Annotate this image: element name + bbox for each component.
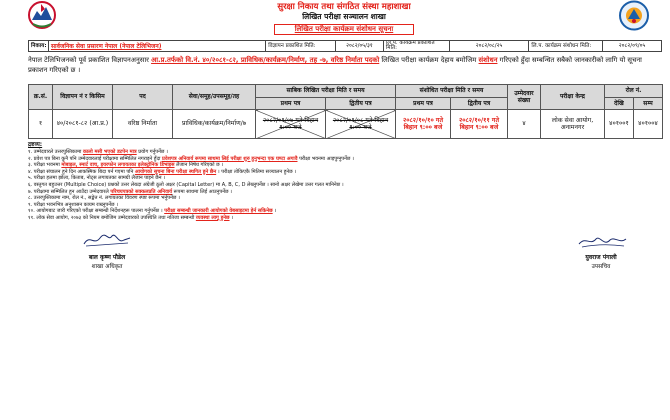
note-item: [28, 182, 662, 189]
cell-sn: १: [29, 110, 53, 139]
cell-new-paper1: २०८२/१०/१० गते बिहान ९:०० बजे: [396, 110, 451, 139]
schedule-revised-date: २०८२/०९/०५: [618, 42, 646, 49]
note-text: ४. परीक्षा संचालन हुने दिन आकस्मिक बिदा पर्न गएमा पनि: [28, 168, 135, 175]
col-header-sn: क्र.सं.: [29, 85, 53, 110]
note-item: [28, 162, 662, 169]
note-highlight-text: व्यवस्था लागू हुनेछ: [195, 214, 230, 221]
org-name: सार्वजनिक सेवा प्रसारण नेपाल (नेपाल टेलिभिजन): [49, 41, 266, 51]
note-text: ८. उत्तरपुस्तिकामा नाम, रोल नं., सङ्केत नं. लगायतका विवरण स्पष्ट रूपमा भर्नुपर्नेछ ।: [28, 195, 180, 202]
division-title: सुरक्षा निकाय तथा संगठित संस्था महाशाखा: [277, 2, 411, 12]
note-text: ६. वस्तुगत बहुउत्तर (Multiple Choice) प्रश्नको उत्तर लेख्दा अंग्रेजी ठूलो अक्षर (Capital Letter) मा A, B, C, D लेख्नुपर्नेछ । सानो अक्षर लेखेमा उत्तर गलत मानिनेछ ।: [28, 181, 344, 188]
intro-highlight: आ.प्र.तर्फको वि.नं. ४०/२०८१-८२, प्राविधिक/कार्यक्रम/निर्माण, तह -७, वरिष्ठ निर्माता पदको: [151, 56, 380, 64]
col-header-advertisement: विज्ञापन नं र किसिम: [53, 85, 113, 110]
note-text: ।: [272, 208, 277, 215]
signatory-name: युवराज पंगाली: [585, 254, 617, 261]
notes-list: [28, 149, 662, 222]
col-header-roll-from: देखि: [605, 98, 634, 110]
signatory-title: शाखा अधिकृत: [91, 264, 123, 270]
note-text: ९. परीक्षा भवनभित्र अनुशासन कायम राख्नुपर्नेछ ।: [28, 201, 118, 208]
note-text: परीक्षा भवनमा आइपुग्नुपर्नेछ ।: [297, 155, 354, 162]
col-header-old-schedule: साबिक लिखित परीक्षा मिति र समय: [256, 85, 396, 98]
col-header-candidates: उम्मेदवार संख्या: [508, 85, 541, 110]
cell-new-paper2: २०८२/१०/११ गते बिहान ९:०० बजे: [451, 110, 508, 139]
col-header-roll-to: सम्म: [634, 98, 663, 110]
note-text: ७. परीक्षामा सम्मिलित हुन आउँदा उम्मेदवारले: [28, 188, 111, 195]
note-highlight-text: परीक्षा सम्बन्धी जानकारी आयोगको वेबसाइटमा हेर्न सकिनेछ: [164, 208, 273, 215]
col-header-roll: रोल नं.: [605, 85, 663, 98]
signature-left-icon: [82, 232, 132, 248]
note-text: १०. आयोगबाट जारी गरिएको परीक्षा सम्बन्धी निर्देशनहरू पालना गर्नुपर्नेछ ।: [28, 208, 165, 215]
schedule-published-date: २०८२/०८/२५: [450, 41, 530, 51]
schedule-table: [28, 84, 663, 139]
note-highlight-text: प्रवेशपत्र अनिवार्य रूपमा साथमा लिई परीक्षा शुरु हुनुभन्दा एक घण्टा अगावै: [162, 155, 298, 162]
note-item: [28, 149, 662, 156]
intro-text: लिखित परीक्षा कार्यक्रम देहाय बमोजिम: [379, 56, 479, 64]
col-header-post: पद: [113, 85, 173, 110]
intro-text: गरिएको हुँदा सम्बन्धित सबैको जानकारीको लागि यो सूचना प्रकाशन गरिएको छ ।: [28, 56, 642, 74]
notice-title: लिखित परीक्षा कार्यक्रम संशोधन सूचना: [274, 24, 414, 35]
commission-logo-icon: [614, 0, 654, 31]
note-highlight-text: परिचयपत्रको सक्कलप्रति अनिवार्य: [110, 188, 173, 195]
adv-date: २०८२/०५/३१: [336, 41, 384, 51]
note-text: रूपमा साथमा लिई आउनुपर्नेछ ।: [172, 188, 232, 195]
note-text: ।: [229, 214, 234, 221]
notes-title: द्रष्टव्य:: [28, 142, 43, 148]
intro-paragraph: [28, 55, 662, 75]
schedule-revised-label: लि.प. कार्यक्रम संशोधन मिति:: [529, 41, 603, 51]
note-text: ११. लोक सेवा आयोग, २०७३ को नियम बमोजिम उम्मेदवारको उपस्थिति तथा नतिजा सम्बन्धी: [28, 214, 196, 221]
note-item: [28, 215, 662, 222]
notes-section: [28, 141, 662, 222]
col-header-service: सेवा/समूह/उपसमूह/तह: [173, 85, 256, 110]
note-text: प्रयोग गर्नुपर्नेछ ।: [136, 149, 168, 155]
nepal-government-emblem-icon: [24, 0, 60, 30]
info-strip: [28, 40, 662, 52]
adv-date-label: विज्ञापन प्रकाशित मिति:: [266, 41, 336, 51]
note-item: [28, 208, 662, 215]
cell-center: लोक सेवा आयोग, अनामनगर: [541, 110, 605, 139]
note-item: [28, 175, 662, 182]
col-header-center: परीक्षा केन्द्र: [541, 85, 605, 110]
signature-right-icon: [576, 234, 628, 250]
cell-old-paper1: २०८२/०९/०७ गते बिहान ९:०० बजे: [256, 110, 326, 139]
note-highlight-text: कालो मसी भएको डटपेन मात्र: [82, 149, 137, 155]
schedule-published-label: लि.प. कार्यक्रम प्रकाशित मिति:: [384, 41, 450, 51]
intro-text: नेपाल टेलिभिजनको पूर्व प्रकाशित विज्ञापनअनुसार: [28, 56, 152, 64]
org-label: निकाय:: [29, 41, 49, 51]
note-text: । परीक्षा तोकिएकै मितिमा सञ्चालन हुनेछ ।: [216, 168, 297, 175]
col-header-old-paper2: द्वितीय पत्र: [326, 98, 396, 110]
cell-old-paper2: २०८२/०९/०८ गते बिहान ९:०० बजे: [326, 110, 396, 139]
cell-roll-to: ४०१००४: [634, 110, 663, 139]
note-text: लैजान निषेध गरिएको छ ।: [174, 162, 224, 169]
col-header-revised-schedule: संशोधित परीक्षा मिति र समय: [396, 85, 508, 98]
cell-post: वरिष्ठ निर्माता: [113, 110, 173, 139]
cell-roll-from: ४०१००१: [605, 110, 634, 139]
note-text: १. उम्मेदवारले उत्तरपुस्तिकामा: [28, 149, 83, 155]
note-text: २. प्रवेश पत्र बिना कुनै पनि उम्मेदवारलाई परीक्षामा सम्मिलित नगराइने हुँदा: [28, 155, 162, 162]
signatory-name: बाल कृष्ण पौडेल: [88, 254, 126, 261]
note-text: ५. परीक्षा हलमा झोला, किताब, नोट्स लगायतका सामग्री लैजान पाइने छैन ।: [28, 175, 165, 182]
note-text: ३. परीक्षा भवनमा: [28, 162, 62, 169]
col-header-new-paper1: प्रथम पत्र: [396, 98, 451, 110]
cell-candidates: ४: [508, 110, 541, 139]
col-header-new-paper2: द्वितीय पत्र: [451, 98, 508, 110]
cell-service: प्राविधिक/कार्यक्रम/निर्माण/७: [173, 110, 256, 139]
intro-highlight: संशोधन: [478, 56, 498, 64]
signatory-title: उपसचिव: [591, 264, 611, 270]
note-highlight-text: आयोगको सूचना बिना परीक्षा स्थगित हुने छैन: [134, 168, 217, 175]
note-item: [28, 195, 662, 202]
section-title: लिखित परीक्षा सञ्चालन शाखा: [302, 12, 386, 21]
note-highlight-text: मोबाइल, स्मार्ट वाच, इयरफोन लगायतका इलेक्ट्रोनिक डिभाइस: [61, 162, 175, 169]
cell-advertisement: ४०/२०८१-८२ (आ.प्र.): [53, 110, 113, 139]
table-row: [29, 110, 663, 139]
col-header-old-paper1: प्रथम पत्र: [256, 98, 326, 110]
